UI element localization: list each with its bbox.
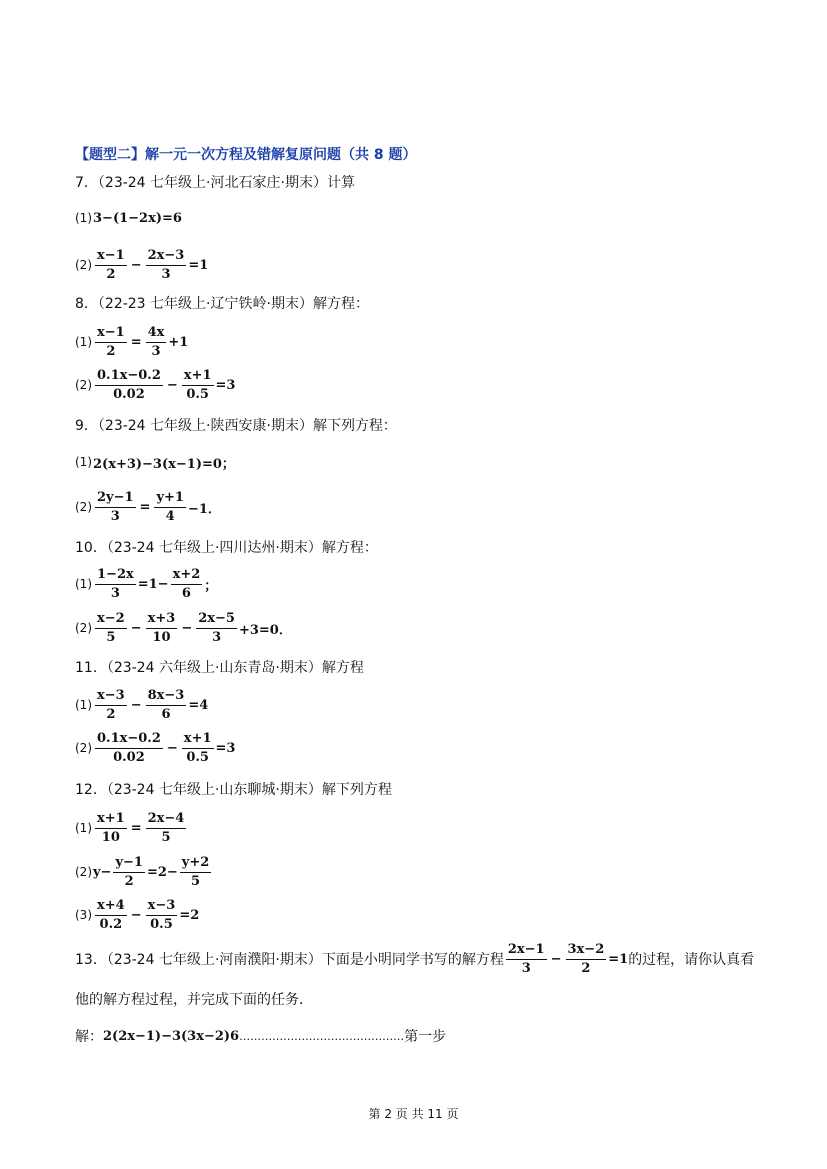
item-label: (1) <box>75 335 92 349</box>
expr-part: (1−2x) <box>112 210 162 226</box>
problem-7-title: 7．（23-24 七年级上·河北石家庄·期末）计算 <box>75 175 355 191</box>
problem-12-title: 12．（23-24 七年级上·山东聊城·期末）解下列方程 <box>75 782 392 798</box>
fraction <box>95 368 163 403</box>
item-label: (3) <box>75 908 92 922</box>
numerator: x+2 <box>171 567 203 585</box>
denominator: 5 <box>161 829 171 845</box>
fraction <box>182 731 214 766</box>
item-label: (1) <box>75 821 92 835</box>
fraction <box>95 731 163 766</box>
numerator: x−3 <box>146 898 178 916</box>
fraction <box>95 325 127 360</box>
operator: − <box>166 740 178 756</box>
item-label: (2) <box>75 500 92 514</box>
problem-10-eq-1 <box>75 562 217 606</box>
numerator: x−1 <box>95 325 127 343</box>
page-footer: 第 2 页 共 11 页 <box>368 1107 459 1121</box>
problem-13-title-b: 的过程，请你认真看 <box>628 952 755 968</box>
denominator: 3 <box>521 960 531 976</box>
problem-13-line-2: 他的解方程过程，并完成下面的任务． <box>75 992 313 1008</box>
numerator: x+1 <box>182 731 214 749</box>
numerator: x−3 <box>95 688 127 706</box>
denominator: 4 <box>165 508 175 524</box>
numerator: x+1 <box>182 368 214 386</box>
denominator: 2 <box>106 343 116 359</box>
operator: = <box>130 820 142 836</box>
denominator: 0.02 <box>113 749 145 765</box>
denominator: 2 <box>106 266 116 282</box>
expr-part: −1． <box>187 501 221 517</box>
problem-10-eq-2 <box>75 606 292 650</box>
item-label: (1) <box>75 698 92 712</box>
numerator: 2y−1 <box>95 490 136 508</box>
solution-label: 解： <box>75 1029 103 1045</box>
expr-part: =1− <box>137 576 169 592</box>
numerator: 0.1x−0.2 <box>95 368 163 386</box>
expr-part: +3=0． <box>238 622 292 638</box>
step-label: 第一步 <box>404 1029 447 1045</box>
expr-part: +1 <box>168 334 189 350</box>
fraction <box>566 942 607 977</box>
operator: − <box>130 907 142 923</box>
problem-12-eq-2 <box>75 850 213 894</box>
expr-part: =2− <box>146 864 178 880</box>
item-label: (2) <box>75 741 92 755</box>
numerator: 1−2x <box>95 567 136 585</box>
problem-8-eq-1 <box>75 320 188 364</box>
denominator: 2 <box>106 706 116 722</box>
problem-10-title: 10．（23-24 七年级上·四川达州·期末）解方程： <box>75 540 378 556</box>
fraction <box>196 611 237 646</box>
denominator: 3 <box>212 629 222 645</box>
operator: = <box>130 334 142 350</box>
operator: − <box>166 377 178 393</box>
fraction <box>506 942 547 977</box>
numerator: y−1 <box>113 855 145 873</box>
fraction <box>95 490 136 525</box>
numerator: x+1 <box>95 811 127 829</box>
expr-part: =1 <box>188 257 209 273</box>
fraction <box>182 368 214 403</box>
denominator: 6 <box>181 585 191 601</box>
problem-7-eq-1 <box>75 196 182 240</box>
numerator: x+3 <box>146 611 178 629</box>
expr-part: =1 <box>608 951 629 967</box>
numerator: y+1 <box>154 490 186 508</box>
section-title: 【题型二】解一元一次方程及错解复原问题（共 8 题） <box>75 147 417 163</box>
denominator: 10 <box>152 629 171 645</box>
problem-9-title: 9．（23-24 七年级上·陕西安康·期末）解下列方程： <box>75 418 397 434</box>
denominator: 2 <box>124 873 134 889</box>
expr-part: =4 <box>188 697 209 713</box>
expr-part: =6 <box>162 210 182 226</box>
denominator: 10 <box>101 829 120 845</box>
problem-9-eq-2 <box>75 485 221 529</box>
solution-expr: 2(2x−1)−3(3x−2)6 <box>103 1028 240 1044</box>
denominator: 2 <box>581 960 591 976</box>
denominator: 3 <box>151 343 161 359</box>
fraction <box>95 611 127 646</box>
expr-part: =3 <box>215 740 236 756</box>
fraction <box>154 490 186 525</box>
numerator: x−2 <box>95 611 127 629</box>
problem-9-eq-1 <box>75 440 235 484</box>
problem-12-eq-1 <box>75 806 188 850</box>
item-label: (1) <box>75 455 92 469</box>
operator: = <box>139 499 151 515</box>
item-label: (2) <box>75 378 92 392</box>
fraction <box>146 325 167 360</box>
item-label: (1) <box>75 577 92 591</box>
numerator: 3x−2 <box>566 942 607 960</box>
operator: − <box>130 697 142 713</box>
expr-part: =2 <box>179 907 200 923</box>
problem-13-solution <box>75 1014 446 1058</box>
denominator: 0.2 <box>99 916 123 932</box>
denominator: 6 <box>161 706 171 722</box>
operator: − <box>130 257 142 273</box>
denominator: 3 <box>110 508 120 524</box>
problem-12-eq-3 <box>75 893 199 937</box>
denominator: 0.5 <box>186 386 209 402</box>
problem-11-eq-1 <box>75 683 208 727</box>
fraction <box>113 855 145 890</box>
problem-8-title: 8．（22-23 七年级上·辽宁铁岭·期末）解方程： <box>75 296 369 312</box>
fraction <box>95 811 127 846</box>
fraction <box>95 567 136 602</box>
denominator: 3 <box>161 266 171 282</box>
numerator: x−1 <box>95 248 127 266</box>
fraction <box>95 898 127 933</box>
expr-part: =3 <box>215 377 236 393</box>
item-label: (2) <box>75 258 92 272</box>
fraction <box>146 811 187 846</box>
fraction <box>146 688 187 723</box>
problem-13-title-a: 13．（23-24 七年级上·河南濮阳·期末）下面是小明同学书写的解方程 <box>75 952 504 968</box>
leader-dots: ……………………………………… <box>239 1029 405 1043</box>
numerator: 0.1x−0.2 <box>95 731 163 749</box>
fraction <box>146 248 187 283</box>
numerator: 4x <box>146 325 167 343</box>
numerator: 8x−3 <box>146 688 187 706</box>
denominator: 0.5 <box>186 749 209 765</box>
denominator: 0.5 <box>150 916 173 932</box>
item-label: (1) <box>75 211 92 225</box>
operator: − <box>181 620 193 636</box>
numerator: 2x−3 <box>146 248 187 266</box>
numerator: x+4 <box>95 898 127 916</box>
fraction <box>95 248 127 283</box>
denominator: 5 <box>191 873 201 889</box>
numerator: y+2 <box>180 855 212 873</box>
expr-part: 3− <box>93 210 113 226</box>
fraction <box>171 567 203 602</box>
numerator: 2x−4 <box>146 811 187 829</box>
item-label: (2) <box>75 865 92 879</box>
fraction <box>146 898 178 933</box>
denominator: 0.02 <box>113 386 145 402</box>
fraction <box>95 688 127 723</box>
problem-13-title <box>75 937 754 981</box>
problem-11-title: 11．（23-24 六年级上·山东青岛·期末）解方程 <box>75 660 364 676</box>
problem-7-eq-2 <box>75 243 208 287</box>
denominator: 5 <box>106 629 116 645</box>
problem-11-eq-2 <box>75 726 235 770</box>
expr-part: 2(x+3)−3(x−1)=0； <box>93 456 235 472</box>
numerator: 2x−1 <box>506 942 547 960</box>
expr-part: y− <box>93 864 112 880</box>
expr-part: ； <box>204 578 218 594</box>
numerator: 2x−5 <box>196 611 237 629</box>
fraction <box>180 855 212 890</box>
denominator: 3 <box>110 585 120 601</box>
problem-8-eq-2 <box>75 363 235 407</box>
operator: − <box>550 951 562 967</box>
fraction <box>146 611 178 646</box>
item-label: (2) <box>75 621 92 635</box>
operator: − <box>130 620 142 636</box>
